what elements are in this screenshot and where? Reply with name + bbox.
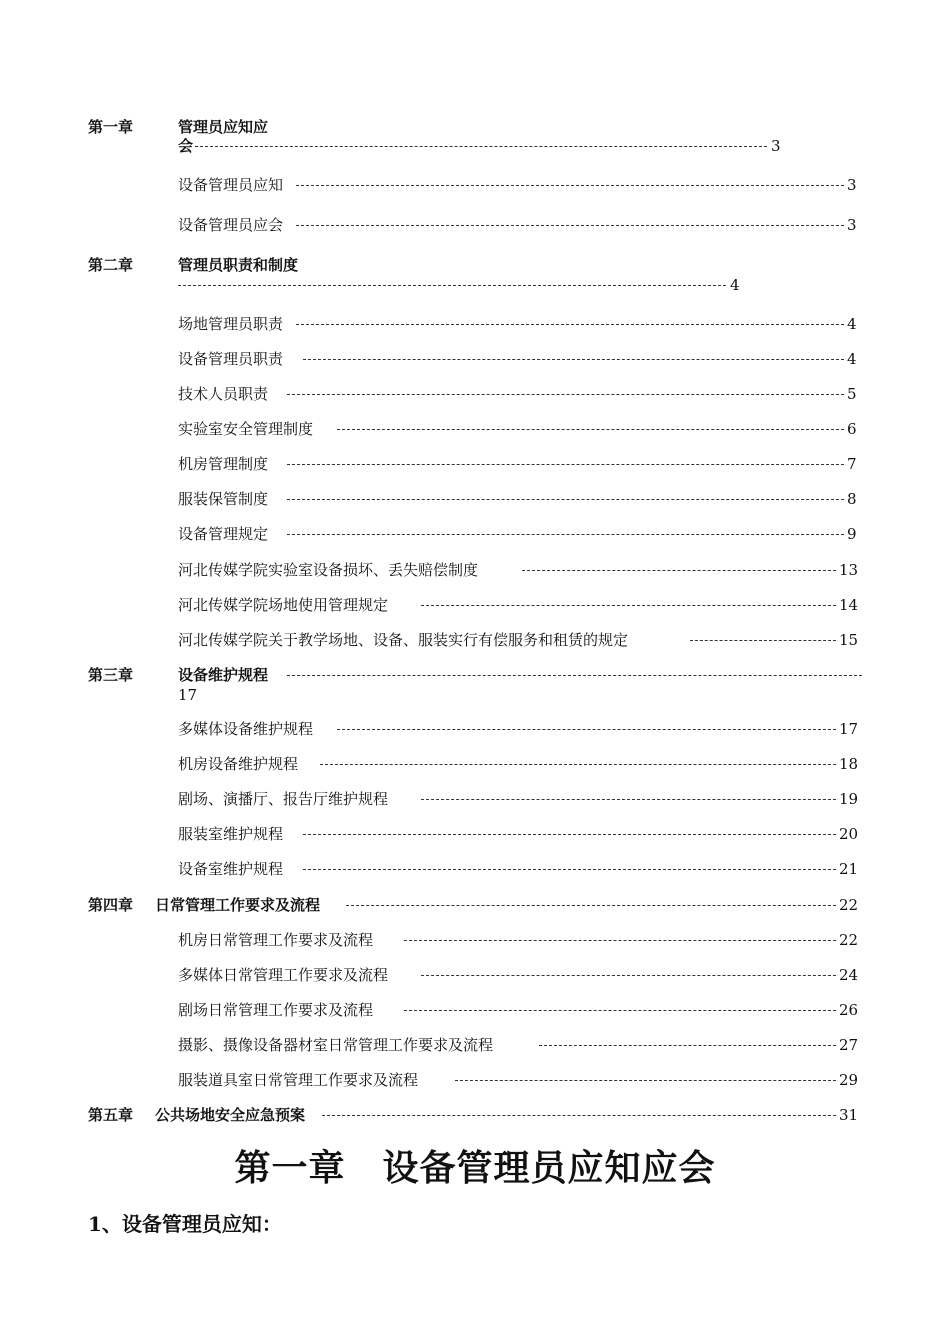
toc-item[interactable]: 设备管理员应知 bbox=[178, 176, 284, 194]
leader-dots bbox=[404, 1010, 836, 1011]
page-number: 9 bbox=[847, 525, 857, 543]
leader-dots bbox=[337, 729, 836, 730]
ch5-title[interactable]: 公共场地安全应急预案 bbox=[155, 1106, 306, 1124]
leader-dots bbox=[303, 869, 836, 870]
page-number: 29 bbox=[839, 1071, 859, 1089]
page-number: 4 bbox=[847, 350, 857, 368]
leader-dots bbox=[287, 394, 844, 395]
leader-dots bbox=[296, 225, 844, 226]
leader-dots bbox=[303, 359, 844, 360]
leader-dots bbox=[178, 285, 726, 286]
page-number: 14 bbox=[839, 596, 859, 614]
page-number: 3 bbox=[771, 137, 781, 155]
leader-dots bbox=[421, 975, 836, 976]
page-number: 7 bbox=[847, 455, 857, 473]
toc-item[interactable]: 河北传媒学院关于教学场地、设备、服装实行有偿服务和租赁的规定 bbox=[178, 631, 629, 649]
page-number: 20 bbox=[839, 825, 859, 843]
leader-dots bbox=[421, 799, 836, 800]
leader-dots bbox=[522, 570, 836, 571]
toc-item[interactable]: 机房日常管理工作要求及流程 bbox=[178, 931, 374, 949]
ch5-number: 第五章 bbox=[88, 1106, 134, 1124]
page-number: 4 bbox=[730, 276, 740, 294]
page-number: 27 bbox=[839, 1036, 859, 1054]
toc-item[interactable]: 剧场日常管理工作要求及流程 bbox=[178, 1001, 374, 1019]
toc-item[interactable]: 机房设备维护规程 bbox=[178, 755, 299, 773]
leader-dots bbox=[296, 185, 844, 186]
page-number: 26 bbox=[839, 1001, 859, 1019]
ch4-number: 第四章 bbox=[88, 896, 134, 914]
page-number: 17 bbox=[839, 720, 859, 738]
leader-dots bbox=[404, 940, 836, 941]
page-number: 4 bbox=[847, 315, 857, 333]
toc-item[interactable]: 设备管理规定 bbox=[178, 525, 269, 543]
toc-item[interactable]: 河北传媒学院实验室设备损坏、丢失赔偿制度 bbox=[178, 561, 479, 579]
chapter-heading: 第一章 设备管理员应知应会 bbox=[234, 1147, 716, 1189]
page-number: 5 bbox=[847, 385, 857, 403]
leader-dots bbox=[455, 1080, 836, 1081]
toc-item[interactable]: 服装室维护规程 bbox=[178, 825, 284, 843]
leader-dots bbox=[346, 905, 836, 906]
toc-item[interactable]: 机房管理制度 bbox=[178, 455, 269, 473]
leader-dots bbox=[303, 834, 836, 835]
ch1-number: 第一章 bbox=[88, 118, 134, 136]
page-number: 6 bbox=[847, 420, 857, 438]
leader-dots bbox=[539, 1045, 836, 1046]
toc-item[interactable]: 多媒体日常管理工作要求及流程 bbox=[178, 966, 389, 984]
ch2-title[interactable]: 管理员职责和制度 bbox=[178, 256, 299, 274]
leader-dots bbox=[287, 499, 844, 500]
toc-item[interactable]: 多媒体设备维护规程 bbox=[178, 720, 314, 738]
section-heading: 1、设备管理员应知： bbox=[88, 1212, 282, 1236]
toc-item[interactable]: 剧场、演播厅、报告厅维护规程 bbox=[178, 790, 389, 808]
page-number: 8 bbox=[847, 490, 857, 508]
page-number: 18 bbox=[839, 755, 859, 773]
leader-dots bbox=[320, 764, 836, 765]
toc-item[interactable]: 实验室安全管理制度 bbox=[178, 420, 314, 438]
ch4-title[interactable]: 日常管理工作要求及流程 bbox=[155, 896, 321, 914]
page-number: 19 bbox=[839, 790, 859, 808]
ch1-title[interactable]: 管理员应知应 bbox=[178, 118, 269, 136]
leader-dots bbox=[337, 429, 844, 430]
ch1-title-cont[interactable]: 会 bbox=[178, 137, 194, 155]
page-number: 21 bbox=[839, 860, 859, 878]
page-number: 24 bbox=[839, 966, 859, 984]
leader-dots bbox=[195, 146, 767, 147]
leader-dots bbox=[421, 605, 836, 606]
toc-item[interactable]: 服装道具室日常管理工作要求及流程 bbox=[178, 1071, 419, 1089]
leader-dots bbox=[690, 640, 836, 641]
page-number: 13 bbox=[839, 561, 859, 579]
leader-dots bbox=[287, 464, 844, 465]
page-number: 31 bbox=[839, 1106, 859, 1124]
page-number: 22 bbox=[839, 931, 859, 949]
leader-dots bbox=[287, 534, 844, 535]
toc-item[interactable]: 技术人员职责 bbox=[178, 385, 269, 403]
page-number: 3 bbox=[847, 216, 857, 234]
toc-item[interactable]: 摄影、摄像设备器材室日常管理工作要求及流程 bbox=[178, 1036, 494, 1054]
toc-item[interactable]: 场地管理员职责 bbox=[178, 315, 284, 333]
page-number: 15 bbox=[839, 631, 859, 649]
page-number: 17 bbox=[178, 686, 198, 704]
page-number: 22 bbox=[839, 896, 859, 914]
toc-item[interactable]: 设备管理员职责 bbox=[178, 350, 284, 368]
page-number: 3 bbox=[847, 176, 857, 194]
leader-dots bbox=[296, 324, 844, 325]
ch3-title[interactable]: 设备维护规程 bbox=[178, 666, 269, 684]
toc-item[interactable]: 服装保管制度 bbox=[178, 490, 269, 508]
toc-item[interactable]: 设备室维护规程 bbox=[178, 860, 284, 878]
ch2-number: 第二章 bbox=[88, 256, 134, 274]
toc-item[interactable]: 设备管理员应会 bbox=[178, 216, 284, 234]
ch3-number: 第三章 bbox=[88, 666, 134, 684]
leader-dots bbox=[322, 1115, 836, 1116]
leader-dots bbox=[287, 675, 862, 676]
toc-item[interactable]: 河北传媒学院场地使用管理规定 bbox=[178, 596, 389, 614]
